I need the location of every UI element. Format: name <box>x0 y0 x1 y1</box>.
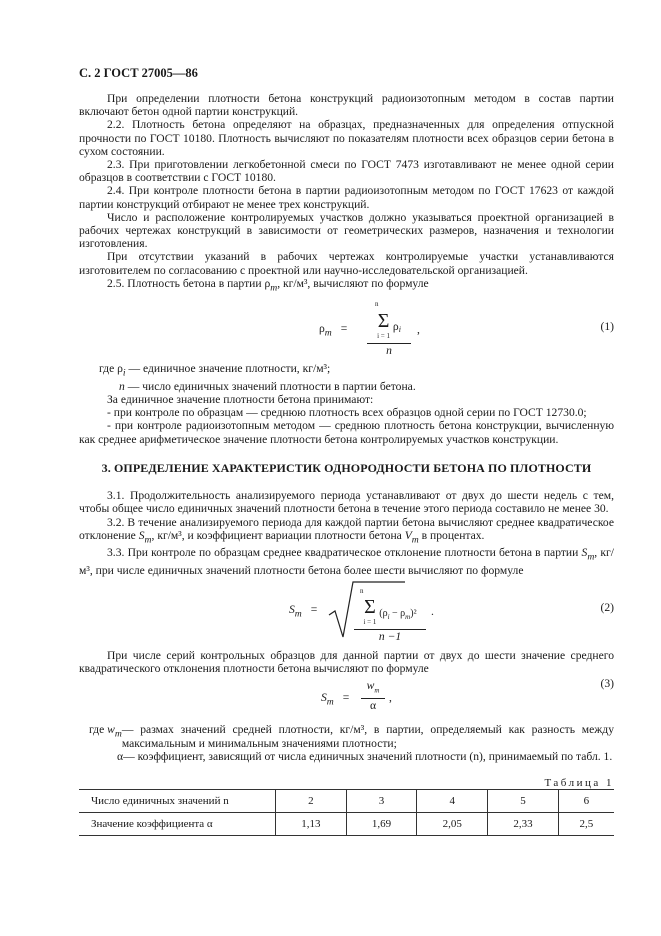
page-header: С. 2 ГОСТ 27005—86 <box>79 66 198 80</box>
paragraph: 2.4. При контроле плотности бетона в партии радиоизотопным методом по ГОСТ 17623 от каждой партии конструкций отбирают не менее трех конструкций. <box>79 184 614 211</box>
definitions-1 <box>79 362 614 393</box>
paragraph: При отсутствии указаний в рабочих чертежах контролируемые участки устанавливаются изготовителем по согласованию с проектной или научно-исследовательской организацией. <box>79 250 614 277</box>
paragraph-3-3: 3.3. При контроле по образцам среднее квадратическое отклонение плотности бетона в партии $S_m$, кг/м³, при числе единичных значений плотности бетона более шести вычисляют по формуле <box>79 546 614 577</box>
formula-1-number: (1) <box>600 320 614 334</box>
table-cell: 3 <box>346 790 417 813</box>
paragraph-3-2: 3.2. В течение анализируемого периода для каждой партии бетона вычисляют среднее квадратическое отклонение $S_m$, кг/м³, и коэффициент вариации плотности бетона $V_m$ в процентах. <box>79 515 614 546</box>
formula-3-lhs: S <box>321 691 327 705</box>
formula-1: $\rho_m$ = n Σ i = 1 $\rho_i$ n , (1) <box>319 300 614 357</box>
formula-2-number: (2) <box>600 600 614 614</box>
definition-n: n — число единичных значений плотности в партии бетона. <box>119 379 416 393</box>
table-cell: 6 <box>558 790 614 813</box>
definition-rho-i: где $\rho_i$ — единичное значение плотности, кг/м³; <box>99 362 331 379</box>
formula-2-lhs: S <box>289 602 295 616</box>
paragraph: 2.2. Плотность бетона определяют на образцах, предназначенных для определения отпускной прочности по ГОСТ 10180. Плотность вычисляют по показателям плотности всех образцов серии бетона в сухом состоянии. <box>79 118 614 158</box>
table-row-label: Число единичных значений n <box>79 790 276 813</box>
formula-3-number: (3) <box>600 677 614 691</box>
section-3-title: 3. ОПРЕДЕЛЕНИЕ ХАРАКТЕРИСТИК ОДНОРОДНОСТИ БЕТОНА ПО ПЛОТНОСТИ <box>101 460 592 475</box>
paragraph: - при контроле радиоизотопным методом — среднюю плотность бетона конструкции, вычисленную как среднее арифметическое значение плотности бетона контролируемых участков конструкции. <box>79 419 614 446</box>
table-1 <box>79 789 614 836</box>
definitions-3 <box>79 723 614 763</box>
table-cell: 4 <box>417 790 488 813</box>
table-row <box>79 790 614 813</box>
formula-3-fraction: $\frac{w_m}{\alpha}$ <box>361 679 385 712</box>
paragraph-3-4: При числе серий контрольных образцов для данной партии от двух до шести значение среднего квадратического отклонения плотности бетона вычисляют по формуле <box>79 648 614 676</box>
table-cell: 2,5 <box>558 813 614 836</box>
paragraph: При определении плотности бетона конструкций радиоизотопным методом в состав партии включают бетон одной партии конструкций. <box>79 92 614 119</box>
paragraph: - при контроле по образцам — среднюю плотность всех образцов одной серии по ГОСТ 12730.0; <box>107 406 587 420</box>
formula-2: $S_m$ = n Σ i = 1 $(\rho_i - \rho_m)^2$ n −1 . (2) <box>79 579 614 645</box>
table-cell: 2,33 <box>488 813 559 836</box>
table-cell: 1,69 <box>346 813 417 836</box>
formula-2-fraction: n Σ i = 1 $(\rho_i - \rho_m)^2$ n −1 <box>354 585 426 644</box>
definition-w-m: где $w_m$ — размах значений средней плотности, кг/м³, в партии, определяемый как разность между максимальным и минимальным значениями плотности; <box>89 723 614 750</box>
formula-1-fraction: n Σ i = 1 $\rho_i$ n <box>367 298 411 357</box>
table-row <box>79 813 614 836</box>
formula-3: $S_m$ = $\frac{w_m}{\alpha}$ , (3) <box>321 677 614 712</box>
table-1-caption: Таблица 1 <box>544 776 614 789</box>
formula-1-lhs: ρ <box>319 322 325 336</box>
table-cell: 2 <box>276 790 347 813</box>
table-cell: 2,05 <box>417 813 488 836</box>
table-cell: 1,13 <box>276 813 347 836</box>
definition-alpha: α — коэффициент, зависящий от числа единичных значений плотности (n), принимаемый по табл. 1. <box>117 749 613 763</box>
paragraph-2-5: 2.5. Плотность бетона в партии $\rho_m$, кг/м³, вычисляют по формуле <box>107 276 429 294</box>
table-cell: 5 <box>488 790 559 813</box>
paragraph: 2.3. При приготовлении легкобетонной смеси по ГОСТ 7473 изготавливают не менее одной серии образцов в соответствии с ГОСТ 10180. <box>79 158 614 185</box>
paragraph: Число и расположение контролируемых участков должно указываться проектной организацией в рабочих чертежах конструкций в зависимости от геометрических размеров, назначения и технологии изготовления. <box>79 210 614 251</box>
paragraph: За единичное значение плотности бетона принимают: <box>107 393 374 407</box>
document-body <box>79 92 614 790</box>
table-row-label: Значение коэффициента α <box>79 813 276 836</box>
paragraph-3-1: 3.1. Продолжительность анализируемого периода устанавливают от двух до шести недель с тем, чтобы общее число единичных значений плотности бетона в течение этого периода составило не менее 30. <box>79 489 614 516</box>
